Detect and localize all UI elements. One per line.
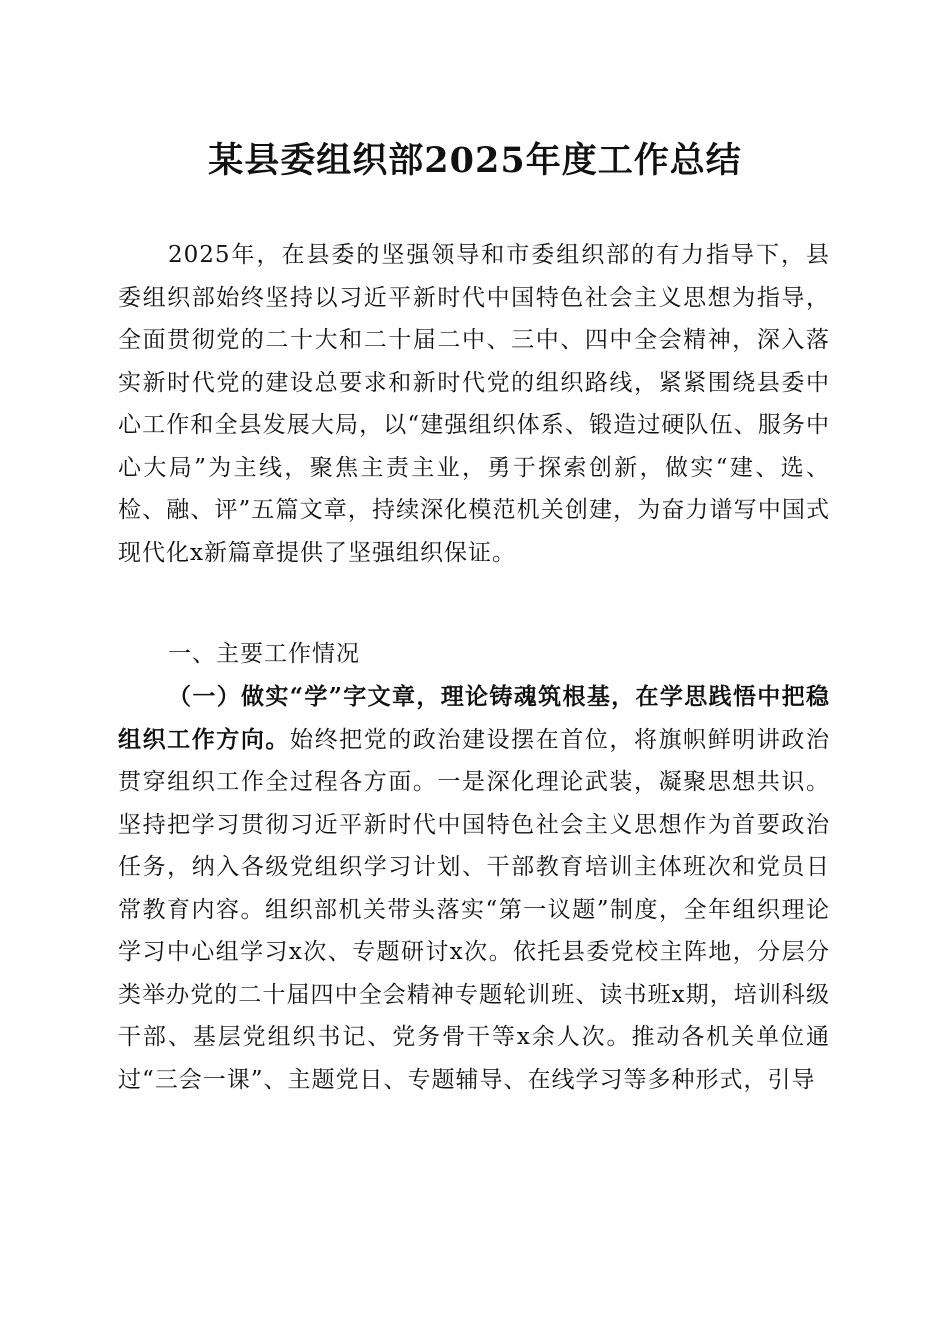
- document-title: 某县委组织部2025年度工作总结: [208, 140, 742, 181]
- intro-paragraph: 2025年，在县委的坚强领导和市委组织部的有力指导下，县委组织部始终坚持以习近平新时代中国特色社会主义思想为指导，全面贯彻党的二十大和二十届二中、三中、四中全会精神，深入落实新时代党的建设总要求和新时代党的组织路线，紧紧围绕县委中心工作和全县发展大局，以“建强组织体系、锻造过硬队伍、服务中心大局”为主线，聚焦主责主业，勇于探索创新，做实“建、选、检、融、评”五篇文章，持续深化模范机关创建，为奋力谱写中国式现代化x新篇章提供了坚强组织保证。: [118, 242, 830, 566]
- subsection-paragraph: [118, 676, 830, 1101]
- subsection-body: 始终把党的政治建设摆在首位，将旗帜鲜明讲政治贯穿组织工作全过程各方面。一是深化理论武装，凝聚思想共识。坚持把学习贯彻习近平新时代中国特色社会主义思想作为首要政治任务，纳入各级党组织学习计划、干部教育培训主体班次和党员日常教育内容。组织部机关带头落实“第一议题”制度，全年组织理论学习中心组学习x次、专题研讨x次。依托县委党校主阵地，分层分类举办党的二十届四中全会精神专题轮训班、读书班x期，培训科级干部、基层党组织书记、党务骨干等x余人次。推动各机关单位通过“三会一课”、主题党日、专题辅导、在线学习等多种形式，引导: [118, 726, 830, 1093]
- subsection-lead: （一）做实“学”字文章，理论铸魂筑根基，在学思践悟中把稳组织工作方向。: [118, 683, 830, 753]
- section-heading: 一、主要工作情况: [168, 641, 360, 667]
